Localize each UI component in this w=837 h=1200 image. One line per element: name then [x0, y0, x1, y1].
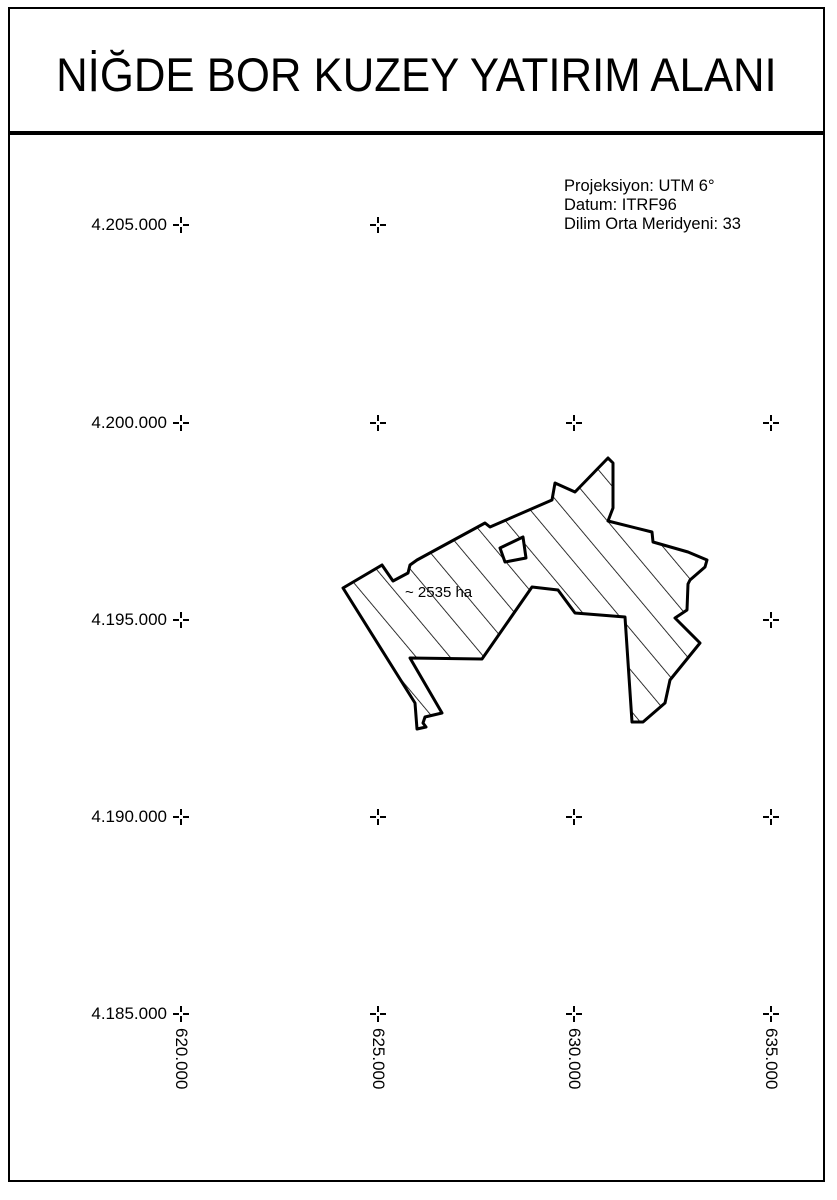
grid-cross-icon: [566, 415, 582, 431]
grid-cross-icon: [370, 1006, 386, 1022]
central-meridian-line: Dilim Orta Meridyeni: 33: [564, 215, 741, 233]
grid-cross-icon: [370, 217, 386, 233]
northing-label: 4.185.000: [91, 1004, 167, 1023]
grid-cross-icon: [370, 809, 386, 825]
datum-line: Datum: ITRF96: [564, 196, 677, 214]
grid-cross-icon: [173, 217, 189, 233]
northing-label: 4.195.000: [91, 610, 167, 629]
grid-cross-icon: [566, 1006, 582, 1022]
grid-cross-icon: [173, 415, 189, 431]
grid-cross-icon: [763, 415, 779, 431]
easting-label: 625.000: [369, 1028, 388, 1090]
grid-cross-icon: [763, 809, 779, 825]
northing-label: 4.190.000: [91, 807, 167, 826]
grid-cross-icon: [370, 415, 386, 431]
grid-cross-icon: [173, 809, 189, 825]
grid-cross-icon: [763, 1006, 779, 1022]
projection-line: Projeksiyon: UTM 6°: [564, 177, 715, 195]
easting-label: 620.000: [172, 1028, 191, 1090]
map-title: NİĞDE BOR KUZEY YATIRIM ALANI: [56, 47, 777, 101]
grid-cross-icon: [763, 612, 779, 628]
easting-label: 630.000: [565, 1028, 584, 1090]
grid-cross-icon: [173, 1006, 189, 1022]
grid-cross-icon: [173, 612, 189, 628]
easting-label: 635.000: [762, 1028, 781, 1090]
area-label: ~ 2535 ha: [405, 584, 473, 601]
northing-label: 4.200.000: [91, 413, 167, 432]
investment-area-polygon: [343, 458, 707, 729]
northing-label: 4.205.000: [91, 215, 167, 234]
grid-cross-icon: [566, 809, 582, 825]
